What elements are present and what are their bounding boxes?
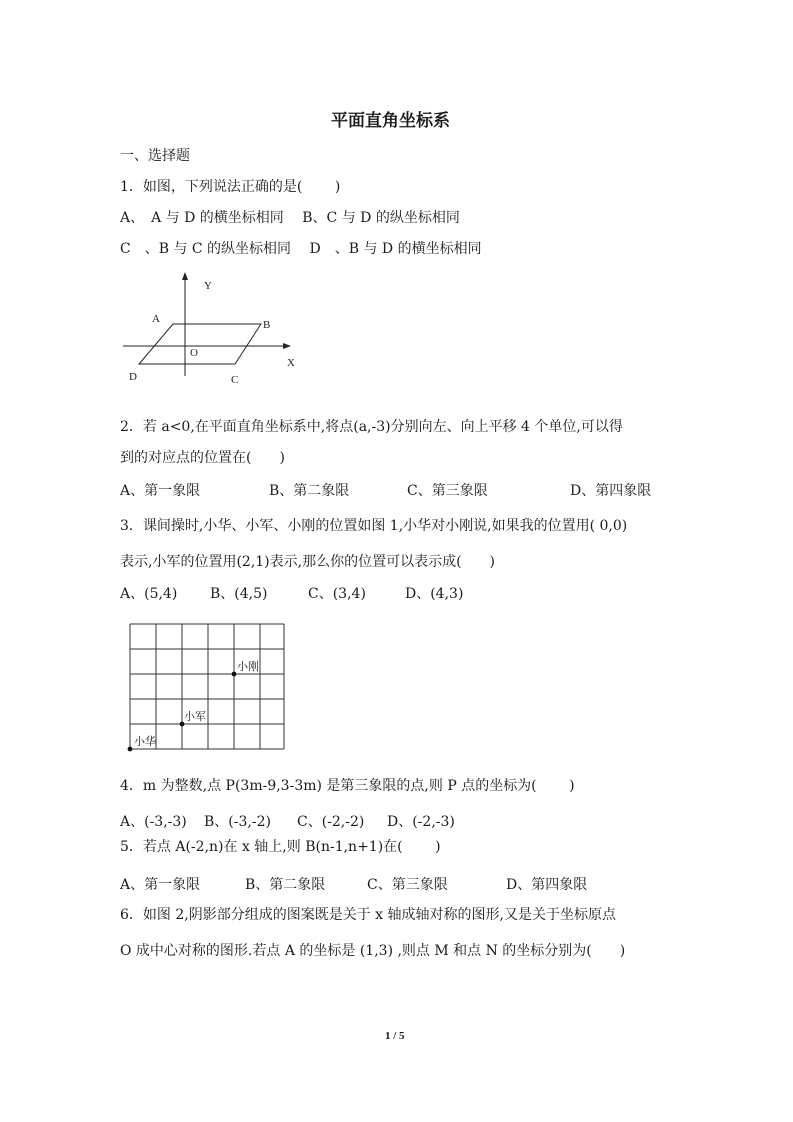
q4-line1: 4．m 为整数,点 P(3m-9,3-3m) 是第三象限的点,则 P 点的坐标为( ) (120, 778, 575, 794)
q6-line2: O 成中心对称的图形.若点 A 的坐标是 (1,3) ,则点 M 和点 N 的坐标分别为( ) (120, 943, 626, 959)
q4-option-c: C、(-2,-2) (297, 814, 365, 830)
xiaohua-label: 小华 (134, 735, 156, 748)
q5-line1: 5．若点 A(-2,n)在 x 轴上,则 B(n-1,n+1)在( ) (120, 839, 441, 855)
q5-option-b: B、第二象限 (245, 877, 326, 893)
parallelogram (139, 324, 261, 364)
xiaogang-point (232, 672, 237, 677)
q3-line1: 3．课间操时,小华、小军、小刚的位置如图 1,小华对小刚说,如果我的位置用( 0,0) (120, 518, 628, 534)
q1-options-line1: A、 A 与 D 的横坐标相同 B、C 与 D 的纵坐标相同 (120, 210, 460, 226)
point-d-label: D (129, 371, 137, 383)
origin-label: O (190, 347, 198, 359)
y-axis-label: Y (204, 280, 212, 292)
q3-option-d: D、(4,3) (405, 586, 464, 602)
point-c-label: C (231, 374, 239, 386)
grid-lines (130, 624, 284, 749)
q2-option-d: D、第四象限 (570, 483, 652, 499)
x-axis-arrow (283, 343, 291, 349)
q2-option-c: C、第三象限 (407, 483, 488, 499)
q4-option-b: B、(-3,-2) (204, 814, 271, 830)
x-axis-label: X (287, 357, 295, 369)
page-title: 平面直角坐标系 (331, 111, 450, 131)
point-a-label: A (152, 313, 160, 325)
q2-option-a: A、第一象限 (120, 483, 201, 499)
xiaohua-point (128, 747, 133, 752)
q3-option-a: A、(5,4) (120, 586, 178, 602)
q3-option-c: C、(3,4) (308, 586, 366, 602)
section-heading: 一、选择题 (120, 148, 190, 164)
q2-line2: 到的对应点的位置在( ) (120, 450, 285, 466)
page-number: 1 / 5 (385, 1030, 405, 1042)
q6-line1: 6．如图 2,阴影部分组成的图案既是关于 x 轴成轴对称的图形,又是关于坐标原点 (120, 907, 616, 923)
xiaogang-label: 小刚 (237, 660, 259, 673)
q2-line1: 2．若 a<0,在平面直角坐标系中,将点(a,-3)分别向左、向上平移 4 个单位,可以得 (120, 419, 623, 435)
q3-line2: 表示,小军的位置用(2,1)表示,那么你的位置可以表示成( ) (120, 554, 496, 570)
q1-stem: 1．如图，下列说法正确的是( ) (120, 179, 341, 195)
q2-option-b: B、第二象限 (269, 483, 350, 499)
q3-grid-figure (126, 622, 291, 754)
q4-option-d: D、(-2,-3) (387, 814, 455, 830)
q3-option-b: B、(4,5) (210, 586, 268, 602)
q1-options-line2: C 、B 与 C 的纵坐标相同 D 、B 与 D 的横坐标相同 (120, 241, 482, 257)
q5-option-c: C、第三象限 (367, 877, 448, 893)
q4-option-a: A、(-3,-3) (120, 814, 187, 830)
q1-figure (115, 268, 315, 393)
q5-option-d: D、第四象限 (506, 877, 588, 893)
xiaojun-label: 小军 (184, 710, 206, 723)
y-axis-arrow (182, 272, 188, 280)
point-b-label: B (263, 319, 271, 331)
q5-option-a: A、第一象限 (120, 877, 201, 893)
